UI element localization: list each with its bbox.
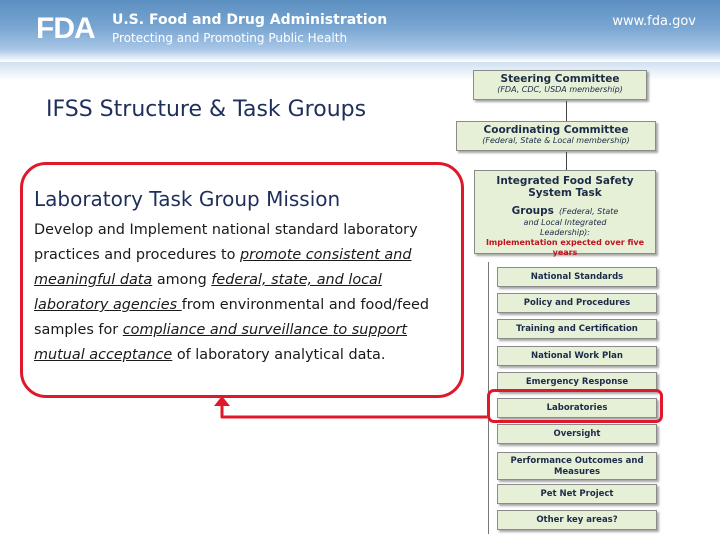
steering-committee-box: Steering Committee (FDA, CDC, USDA membership) — [473, 70, 647, 100]
task-emergency-response: Emergency Response — [497, 372, 657, 392]
agency-name: U.S. Food and Drug Administration — [112, 12, 388, 28]
ifss-task-groups-box: Integrated Food Safety System Task Groups (Federal, State and Local Integrated Leadership): Implementation expected over five years — [474, 170, 656, 254]
header-banner — [0, 0, 720, 62]
connector-line — [566, 152, 567, 170]
task-policy-procedures: Policy and Procedures — [497, 293, 657, 313]
coordinating-committee-box: Coordinating Committee (Federal, State & Local membership) — [456, 121, 656, 151]
task-pet-net-project: Pet Net Project — [497, 484, 657, 504]
task-other-key-areas: Other key areas? — [497, 510, 657, 530]
task-national-standards: National Standards — [497, 267, 657, 287]
task-laboratories: Laboratories — [497, 398, 657, 418]
laboratories-highlight — [487, 389, 663, 423]
task-training-certification: Training and Certification — [497, 319, 657, 339]
task-national-work-plan: National Work Plan — [497, 346, 657, 366]
website-link[interactable]: www.fda.gov — [612, 14, 696, 29]
fda-logo: FDA — [36, 12, 95, 45]
slide-title: IFSS Structure & Task Groups — [46, 97, 367, 122]
task-performance-outcomes: Performance Outcomes and Measures — [497, 452, 657, 480]
agency-tagline: Protecting and Promoting Public Health — [112, 31, 348, 45]
mission-heading: Laboratory Task Group Mission — [34, 187, 341, 211]
connector-line — [566, 101, 567, 121]
task-oversight: Oversight — [497, 424, 657, 444]
mission-text: Develop and Implement national standard laboratory practices and procedures to promote consistent and meaningful data among federal, state, and local laboratory agencies from environmental and food/feed samples for compliance and surveillance to support mutual acceptance of laboratory analytical data. — [34, 222, 430, 363]
